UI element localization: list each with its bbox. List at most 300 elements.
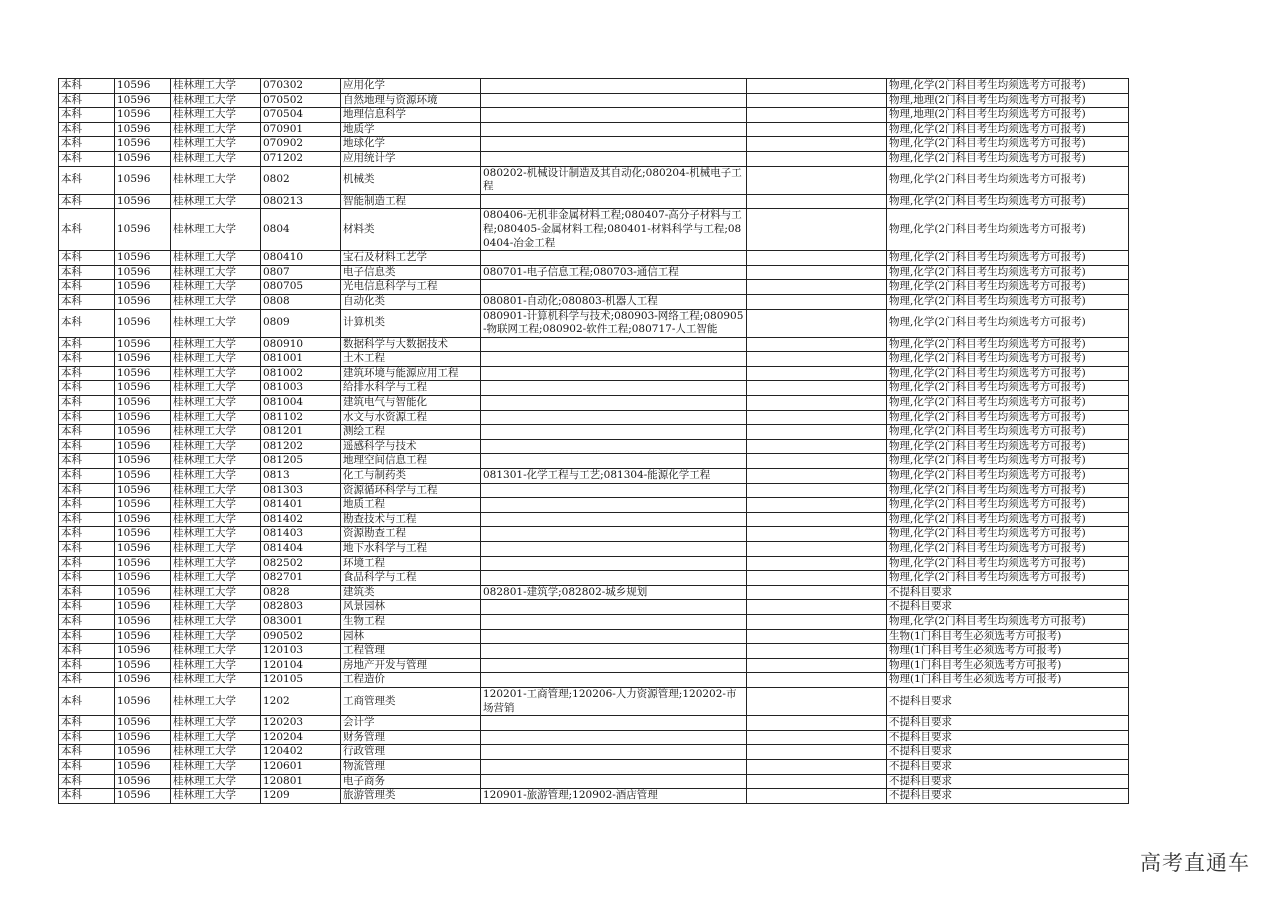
note-cell (747, 527, 887, 542)
note-cell (747, 759, 887, 774)
included-majors-cell (481, 108, 747, 123)
school-name-cell: 桂林理工大学 (171, 366, 261, 381)
subject-requirement-cell: 不提科目要求 (887, 730, 1129, 745)
major-code-cell: 070902 (261, 137, 341, 152)
major-code-cell: 081404 (261, 542, 341, 557)
subject-requirement-cell: 物理,化学(2门科目考生均须选考方可报考) (887, 469, 1129, 484)
note-cell (747, 309, 887, 337)
major-code-cell: 081401 (261, 498, 341, 513)
note-cell (747, 352, 887, 367)
included-majors-cell (481, 542, 747, 557)
level-cell: 本科 (59, 469, 115, 484)
major-name-cell: 土木工程 (341, 352, 481, 367)
major-name-cell: 应用统计学 (341, 151, 481, 166)
note-cell (747, 745, 887, 760)
major-code-cell: 070502 (261, 93, 341, 108)
note-cell (747, 108, 887, 123)
included-majors-cell (481, 122, 747, 137)
major-code-cell: 081002 (261, 366, 341, 381)
note-cell (747, 774, 887, 789)
level-cell: 本科 (59, 151, 115, 166)
note-cell (747, 542, 887, 557)
level-cell: 本科 (59, 614, 115, 629)
table-row (59, 556, 1129, 571)
table-row (59, 629, 1129, 644)
school-code-cell: 10596 (115, 716, 171, 731)
major-code-cell: 1202 (261, 687, 341, 715)
major-code-cell: 120204 (261, 730, 341, 745)
note-cell (747, 498, 887, 513)
major-code-cell: 081303 (261, 483, 341, 498)
table-row (59, 644, 1129, 659)
major-code-cell: 081201 (261, 425, 341, 440)
school-code-cell: 10596 (115, 151, 171, 166)
major-name-cell: 测绘工程 (341, 425, 481, 440)
school-name-cell: 桂林理工大学 (171, 730, 261, 745)
included-majors-cell (481, 151, 747, 166)
included-majors-cell: 080801-自动化;080803-机器人工程 (481, 294, 747, 309)
table-row (59, 716, 1129, 731)
note-cell (747, 209, 887, 251)
school-name-cell: 桂林理工大学 (171, 498, 261, 513)
level-cell: 本科 (59, 108, 115, 123)
included-majors-cell (481, 498, 747, 513)
school-name-cell: 桂林理工大学 (171, 294, 261, 309)
table-row (59, 789, 1129, 804)
note-cell (747, 294, 887, 309)
included-majors-cell (481, 381, 747, 396)
major-code-cell: 120601 (261, 759, 341, 774)
school-code-cell: 10596 (115, 122, 171, 137)
school-code-cell: 10596 (115, 629, 171, 644)
major-code-cell: 1209 (261, 789, 341, 804)
major-name-cell: 机械类 (341, 166, 481, 194)
level-cell: 本科 (59, 352, 115, 367)
included-majors-cell (481, 194, 747, 209)
major-name-cell: 电子信息类 (341, 265, 481, 280)
level-cell: 本科 (59, 137, 115, 152)
included-majors-cell (481, 745, 747, 760)
school-code-cell: 10596 (115, 512, 171, 527)
table-row (59, 294, 1129, 309)
level-cell: 本科 (59, 571, 115, 586)
school-name-cell: 桂林理工大学 (171, 265, 261, 280)
major-name-cell: 给排水科学与工程 (341, 381, 481, 396)
included-majors-cell (481, 396, 747, 411)
note-cell (747, 439, 887, 454)
school-code-cell: 10596 (115, 600, 171, 615)
major-name-cell: 材料类 (341, 209, 481, 251)
school-code-cell: 10596 (115, 251, 171, 266)
major-name-cell: 遥感科学与技术 (341, 439, 481, 454)
level-cell: 本科 (59, 194, 115, 209)
note-cell (747, 396, 887, 411)
included-majors-cell (481, 759, 747, 774)
major-code-cell: 080705 (261, 280, 341, 295)
table-row (59, 774, 1129, 789)
note-cell (747, 93, 887, 108)
subject-requirement-cell: 物理,化学(2门科目考生均须选考方可报考) (887, 265, 1129, 280)
school-code-cell: 10596 (115, 774, 171, 789)
subject-requirement-cell: 物理,化学(2门科目考生均须选考方可报考) (887, 396, 1129, 411)
subject-requirement-cell: 物理,化学(2门科目考生均须选考方可报考) (887, 571, 1129, 586)
subject-requirement-cell: 物理,化学(2门科目考生均须选考方可报考) (887, 79, 1129, 94)
level-cell: 本科 (59, 498, 115, 513)
subject-requirement-cell: 不提科目要求 (887, 774, 1129, 789)
school-code-cell: 10596 (115, 789, 171, 804)
table-row (59, 454, 1129, 469)
subject-requirement-cell: 不提科目要求 (887, 585, 1129, 600)
subject-requirement-cell: 不提科目要求 (887, 687, 1129, 715)
major-code-cell: 080410 (261, 251, 341, 266)
school-code-cell: 10596 (115, 381, 171, 396)
school-name-cell: 桂林理工大学 (171, 512, 261, 527)
subject-requirement-cell: 物理,化学(2门科目考生均须选考方可报考) (887, 309, 1129, 337)
school-name-cell: 桂林理工大学 (171, 789, 261, 804)
table-row (59, 151, 1129, 166)
school-name-cell: 桂林理工大学 (171, 137, 261, 152)
school-code-cell: 10596 (115, 644, 171, 659)
subject-requirement-cell: 物理,化学(2门科目考生均须选考方可报考) (887, 194, 1129, 209)
admission-requirements-table (58, 78, 1129, 804)
school-code-cell: 10596 (115, 687, 171, 715)
major-name-cell: 智能制造工程 (341, 194, 481, 209)
included-majors-cell (481, 614, 747, 629)
table-row (59, 658, 1129, 673)
included-majors-cell (481, 79, 747, 94)
subject-requirement-cell: 物理,地理(2门科目考生均须选考方可报考) (887, 108, 1129, 123)
included-majors-cell: 080701-电子信息工程;080703-通信工程 (481, 265, 747, 280)
included-majors-cell (481, 425, 747, 440)
major-code-cell: 083001 (261, 614, 341, 629)
table-row (59, 542, 1129, 557)
included-majors-cell (481, 137, 747, 152)
table-row (59, 122, 1129, 137)
school-name-cell: 桂林理工大学 (171, 251, 261, 266)
major-name-cell: 物流管理 (341, 759, 481, 774)
table-row (59, 425, 1129, 440)
school-name-cell: 桂林理工大学 (171, 439, 261, 454)
school-code-cell: 10596 (115, 759, 171, 774)
major-name-cell: 计算机类 (341, 309, 481, 337)
subject-requirement-cell: 物理,地理(2门科目考生均须选考方可报考) (887, 93, 1129, 108)
note-cell (747, 166, 887, 194)
level-cell: 本科 (59, 366, 115, 381)
table-row (59, 687, 1129, 715)
subject-requirement-cell: 物理,化学(2门科目考生均须选考方可报考) (887, 556, 1129, 571)
major-name-cell: 房地产开发与管理 (341, 658, 481, 673)
major-name-cell: 旅游管理类 (341, 789, 481, 804)
subject-requirement-cell: 物理,化学(2门科目考生均须选考方可报考) (887, 337, 1129, 352)
included-majors-cell (481, 571, 747, 586)
included-majors-cell (481, 730, 747, 745)
school-name-cell: 桂林理工大学 (171, 585, 261, 600)
level-cell: 本科 (59, 396, 115, 411)
school-name-cell: 桂林理工大学 (171, 774, 261, 789)
table-row (59, 309, 1129, 337)
subject-requirement-cell: 物理(1门科目考生必须选考方可报考) (887, 673, 1129, 688)
major-name-cell: 建筑类 (341, 585, 481, 600)
table-row (59, 512, 1129, 527)
level-cell: 本科 (59, 730, 115, 745)
school-code-cell: 10596 (115, 166, 171, 194)
table-row (59, 337, 1129, 352)
major-name-cell: 数据科学与大数据技术 (341, 337, 481, 352)
school-code-cell: 10596 (115, 309, 171, 337)
table-row (59, 600, 1129, 615)
table-row (59, 483, 1129, 498)
note-cell (747, 194, 887, 209)
major-code-cell: 120105 (261, 673, 341, 688)
subject-requirement-cell: 物理,化学(2门科目考生均须选考方可报考) (887, 512, 1129, 527)
school-code-cell: 10596 (115, 498, 171, 513)
major-name-cell: 工商管理类 (341, 687, 481, 715)
subject-requirement-cell: 物理,化学(2门科目考生均须选考方可报考) (887, 439, 1129, 454)
note-cell (747, 122, 887, 137)
school-name-cell: 桂林理工大学 (171, 280, 261, 295)
included-majors-cell (481, 280, 747, 295)
watermark-text: 高考直通车 (1140, 851, 1250, 875)
school-code-cell: 10596 (115, 614, 171, 629)
major-code-cell: 120801 (261, 774, 341, 789)
note-cell (747, 716, 887, 731)
level-cell: 本科 (59, 759, 115, 774)
table-row (59, 137, 1129, 152)
subject-requirement-cell: 物理(1门科目考生必须选考方可报考) (887, 658, 1129, 673)
table-row (59, 469, 1129, 484)
major-code-cell: 120203 (261, 716, 341, 731)
included-majors-cell (481, 251, 747, 266)
subject-requirement-cell: 不提科目要求 (887, 600, 1129, 615)
included-majors-cell: 120201-工商管理;120206-人力资源管理;120202-市场营销 (481, 687, 747, 715)
subject-requirement-cell: 物理,化学(2门科目考生均须选考方可报考) (887, 381, 1129, 396)
level-cell: 本科 (59, 251, 115, 266)
subject-requirement-cell: 不提科目要求 (887, 716, 1129, 731)
note-cell (747, 512, 887, 527)
subject-requirement-cell: 不提科目要求 (887, 759, 1129, 774)
school-code-cell: 10596 (115, 730, 171, 745)
school-name-cell: 桂林理工大学 (171, 687, 261, 715)
major-code-cell: 120104 (261, 658, 341, 673)
included-majors-cell (481, 716, 747, 731)
included-majors-cell: 082801-建筑学;082802-城乡规划 (481, 585, 747, 600)
level-cell: 本科 (59, 483, 115, 498)
included-majors-cell (481, 556, 747, 571)
school-code-cell: 10596 (115, 542, 171, 557)
note-cell (747, 644, 887, 659)
school-code-cell: 10596 (115, 673, 171, 688)
school-code-cell: 10596 (115, 352, 171, 367)
school-code-cell: 10596 (115, 527, 171, 542)
school-code-cell: 10596 (115, 439, 171, 454)
note-cell (747, 789, 887, 804)
school-name-cell: 桂林理工大学 (171, 93, 261, 108)
major-name-cell: 地球化学 (341, 137, 481, 152)
major-name-cell: 生物工程 (341, 614, 481, 629)
major-name-cell: 勘查技术与工程 (341, 512, 481, 527)
school-code-cell: 10596 (115, 658, 171, 673)
level-cell: 本科 (59, 512, 115, 527)
school-code-cell: 10596 (115, 79, 171, 94)
school-code-cell: 10596 (115, 137, 171, 152)
major-name-cell: 地质工程 (341, 498, 481, 513)
table-row (59, 730, 1129, 745)
note-cell (747, 658, 887, 673)
school-name-cell: 桂林理工大学 (171, 759, 261, 774)
school-name-cell: 桂林理工大学 (171, 79, 261, 94)
table-row (59, 352, 1129, 367)
level-cell: 本科 (59, 774, 115, 789)
level-cell: 本科 (59, 745, 115, 760)
subject-requirement-cell: 不提科目要求 (887, 745, 1129, 760)
major-code-cell: 0807 (261, 265, 341, 280)
included-majors-cell (481, 366, 747, 381)
school-name-cell: 桂林理工大学 (171, 425, 261, 440)
level-cell: 本科 (59, 166, 115, 194)
major-name-cell: 风景园林 (341, 600, 481, 615)
school-name-cell: 桂林理工大学 (171, 410, 261, 425)
note-cell (747, 483, 887, 498)
major-code-cell: 070302 (261, 79, 341, 94)
subject-requirement-cell: 物理,化学(2门科目考生均须选考方可报考) (887, 137, 1129, 152)
school-name-cell: 桂林理工大学 (171, 745, 261, 760)
school-name-cell: 桂林理工大学 (171, 454, 261, 469)
note-cell (747, 454, 887, 469)
table-row (59, 381, 1129, 396)
major-name-cell: 环境工程 (341, 556, 481, 571)
included-majors-cell (481, 527, 747, 542)
major-name-cell: 电子商务 (341, 774, 481, 789)
note-cell (747, 571, 887, 586)
major-name-cell: 宝石及材料工艺学 (341, 251, 481, 266)
note-cell (747, 151, 887, 166)
level-cell: 本科 (59, 425, 115, 440)
table-row (59, 251, 1129, 266)
level-cell: 本科 (59, 381, 115, 396)
school-name-cell: 桂林理工大学 (171, 673, 261, 688)
note-cell (747, 410, 887, 425)
major-name-cell: 自然地理与资源环境 (341, 93, 481, 108)
table-row (59, 614, 1129, 629)
note-cell (747, 687, 887, 715)
school-name-cell: 桂林理工大学 (171, 527, 261, 542)
subject-requirement-cell: 物理,化学(2门科目考生均须选考方可报考) (887, 122, 1129, 137)
included-majors-cell: 120901-旅游管理;120902-酒店管理 (481, 789, 747, 804)
level-cell: 本科 (59, 687, 115, 715)
school-name-cell: 桂林理工大学 (171, 194, 261, 209)
major-name-cell: 应用化学 (341, 79, 481, 94)
school-code-cell: 10596 (115, 93, 171, 108)
level-cell: 本科 (59, 337, 115, 352)
level-cell: 本科 (59, 585, 115, 600)
level-cell: 本科 (59, 294, 115, 309)
school-name-cell: 桂林理工大学 (171, 108, 261, 123)
note-cell (747, 265, 887, 280)
school-name-cell: 桂林理工大学 (171, 542, 261, 557)
table-row (59, 745, 1129, 760)
table-row (59, 194, 1129, 209)
school-name-cell: 桂林理工大学 (171, 209, 261, 251)
included-majors-cell (481, 673, 747, 688)
major-code-cell: 0809 (261, 309, 341, 337)
table-row (59, 79, 1129, 94)
note-cell (747, 469, 887, 484)
major-code-cell: 0828 (261, 585, 341, 600)
level-cell: 本科 (59, 629, 115, 644)
note-cell (747, 600, 887, 615)
note-cell (747, 673, 887, 688)
school-name-cell: 桂林理工大学 (171, 122, 261, 137)
table-row (59, 280, 1129, 295)
major-code-cell: 070504 (261, 108, 341, 123)
level-cell: 本科 (59, 280, 115, 295)
major-code-cell: 070901 (261, 122, 341, 137)
level-cell: 本科 (59, 93, 115, 108)
school-code-cell: 10596 (115, 294, 171, 309)
school-code-cell: 10596 (115, 410, 171, 425)
included-majors-cell (481, 439, 747, 454)
school-name-cell: 桂林理工大学 (171, 716, 261, 731)
level-cell: 本科 (59, 542, 115, 557)
school-name-cell: 桂林理工大学 (171, 614, 261, 629)
school-code-cell: 10596 (115, 265, 171, 280)
note-cell (747, 251, 887, 266)
major-name-cell: 工程造价 (341, 673, 481, 688)
major-code-cell: 082803 (261, 600, 341, 615)
level-cell: 本科 (59, 454, 115, 469)
major-code-cell: 081402 (261, 512, 341, 527)
school-name-cell: 桂林理工大学 (171, 381, 261, 396)
level-cell: 本科 (59, 644, 115, 659)
subject-requirement-cell: 物理,化学(2门科目考生均须选考方可报考) (887, 542, 1129, 557)
included-majors-cell (481, 337, 747, 352)
included-majors-cell (481, 454, 747, 469)
school-name-cell: 桂林理工大学 (171, 658, 261, 673)
included-majors-cell (481, 352, 747, 367)
level-cell: 本科 (59, 716, 115, 731)
school-code-cell: 10596 (115, 585, 171, 600)
school-name-cell: 桂林理工大学 (171, 571, 261, 586)
level-cell: 本科 (59, 658, 115, 673)
level-cell: 本科 (59, 79, 115, 94)
school-name-cell: 桂林理工大学 (171, 151, 261, 166)
major-code-cell: 082502 (261, 556, 341, 571)
note-cell (747, 614, 887, 629)
major-code-cell: 080910 (261, 337, 341, 352)
level-cell: 本科 (59, 527, 115, 542)
major-name-cell: 工程管理 (341, 644, 481, 659)
school-name-cell: 桂林理工大学 (171, 337, 261, 352)
school-name-cell: 桂林理工大学 (171, 309, 261, 337)
subject-requirement-cell: 物理,化学(2门科目考生均须选考方可报考) (887, 425, 1129, 440)
table-row (59, 108, 1129, 123)
table-row (59, 571, 1129, 586)
subject-requirement-cell: 物理,化学(2门科目考生均须选考方可报考) (887, 454, 1129, 469)
school-code-cell: 10596 (115, 337, 171, 352)
major-code-cell: 081403 (261, 527, 341, 542)
school-name-cell: 桂林理工大学 (171, 166, 261, 194)
table-row (59, 396, 1129, 411)
level-cell: 本科 (59, 265, 115, 280)
major-code-cell: 081001 (261, 352, 341, 367)
major-name-cell: 园林 (341, 629, 481, 644)
table-body (59, 79, 1129, 804)
major-code-cell: 081003 (261, 381, 341, 396)
table-row (59, 209, 1129, 251)
major-code-cell: 071202 (261, 151, 341, 166)
table-row (59, 527, 1129, 542)
major-name-cell: 建筑环境与能源应用工程 (341, 366, 481, 381)
